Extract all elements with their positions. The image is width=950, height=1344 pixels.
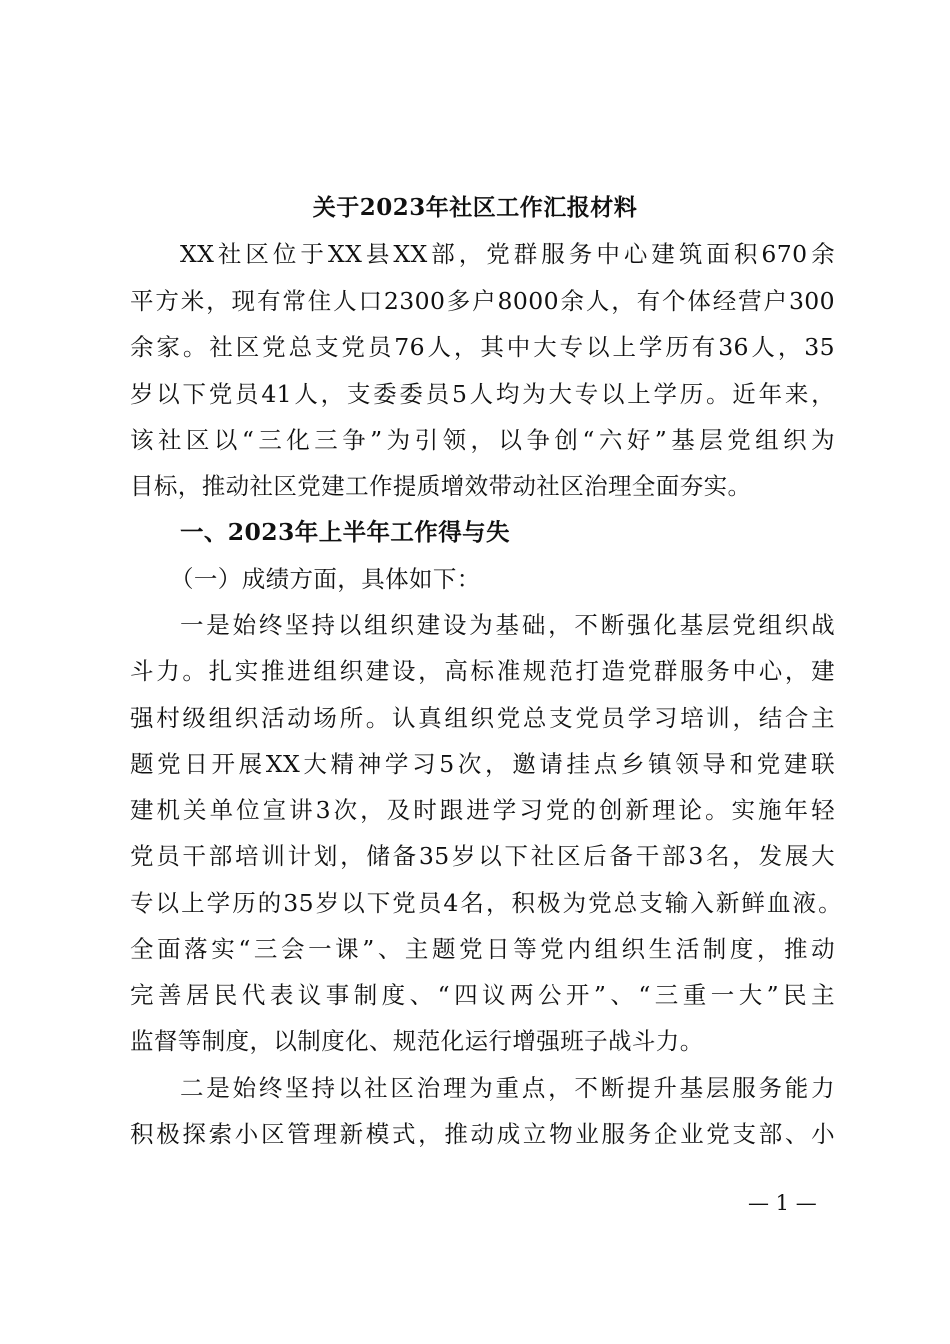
intro-line: 目标，推动社区党建工作提质增效带动社区治理全面夯实。 xyxy=(130,472,752,500)
paragraph-line: 一是始终坚持以组织建设为基础，不断强化基层党组织战 xyxy=(180,611,835,639)
intro-line: 该社区以“三化三争”为引领，以争创“六好”基层党组织为 xyxy=(130,426,835,454)
intro-line: 岁以下党员41人，支委委员5人均为大专以上学历。近年来， xyxy=(130,380,835,408)
paragraph-line: 完善居民代表议事制度、“四议两公开”、“三重一大”民主 xyxy=(130,981,835,1009)
paragraph-line: 专以上学历的35岁以下党员4名，积极为党总支输入新鲜血液。 xyxy=(130,889,842,917)
intro-line: XX社区位于XX县XX部，党群服务中心建筑面积670余 xyxy=(180,240,835,268)
paragraph-line: 全面落实“三会一课”、主题党日等党内组织生活制度，推动 xyxy=(130,935,835,963)
paragraph-line: 监督等制度，以制度化、规范化运行增强班子战斗力。 xyxy=(130,1027,704,1055)
intro-line: 平方米，现有常住人口2300多户8000余人，有个体经营户300 xyxy=(130,287,835,315)
paragraph-line: 建机关单位宣讲3次，及时跟进学习党的创新理论。实施年轻 xyxy=(130,796,835,824)
paragraph-line: 强村级组织活动场所。认真组织党总支党员学习培训，结合主 xyxy=(130,704,835,732)
document-title: 关于2023年社区工作汇报材料 xyxy=(312,194,638,221)
page-number: — 1 — xyxy=(748,1191,817,1215)
intro-line: 余家。社区党总支党员76人，其中大专以上学历有36人，35 xyxy=(130,333,835,361)
section-heading: 一、2023年上半年工作得与失 xyxy=(180,518,510,546)
paragraph-line: 二是始终坚持以社区治理为重点，不断提升基层服务能力 xyxy=(180,1074,835,1102)
paragraph-line: 题党日开展XX大精神学习5次，邀请挂点乡镇领导和党建联 xyxy=(130,750,835,778)
paragraph-line: 党员干部培训计划，储备35岁以下社区后备干部3名，发展大 xyxy=(130,842,835,870)
paragraph-line: 积极探索小区管理新模式，推动成立物业服务企业党支部、小 xyxy=(130,1120,835,1148)
subsection-heading: （一）成绩方面，具体如下： xyxy=(170,565,481,593)
paragraph-line: 斗力。扎实推进组织建设，高标准规范打造党群服务中心，建 xyxy=(130,657,835,685)
